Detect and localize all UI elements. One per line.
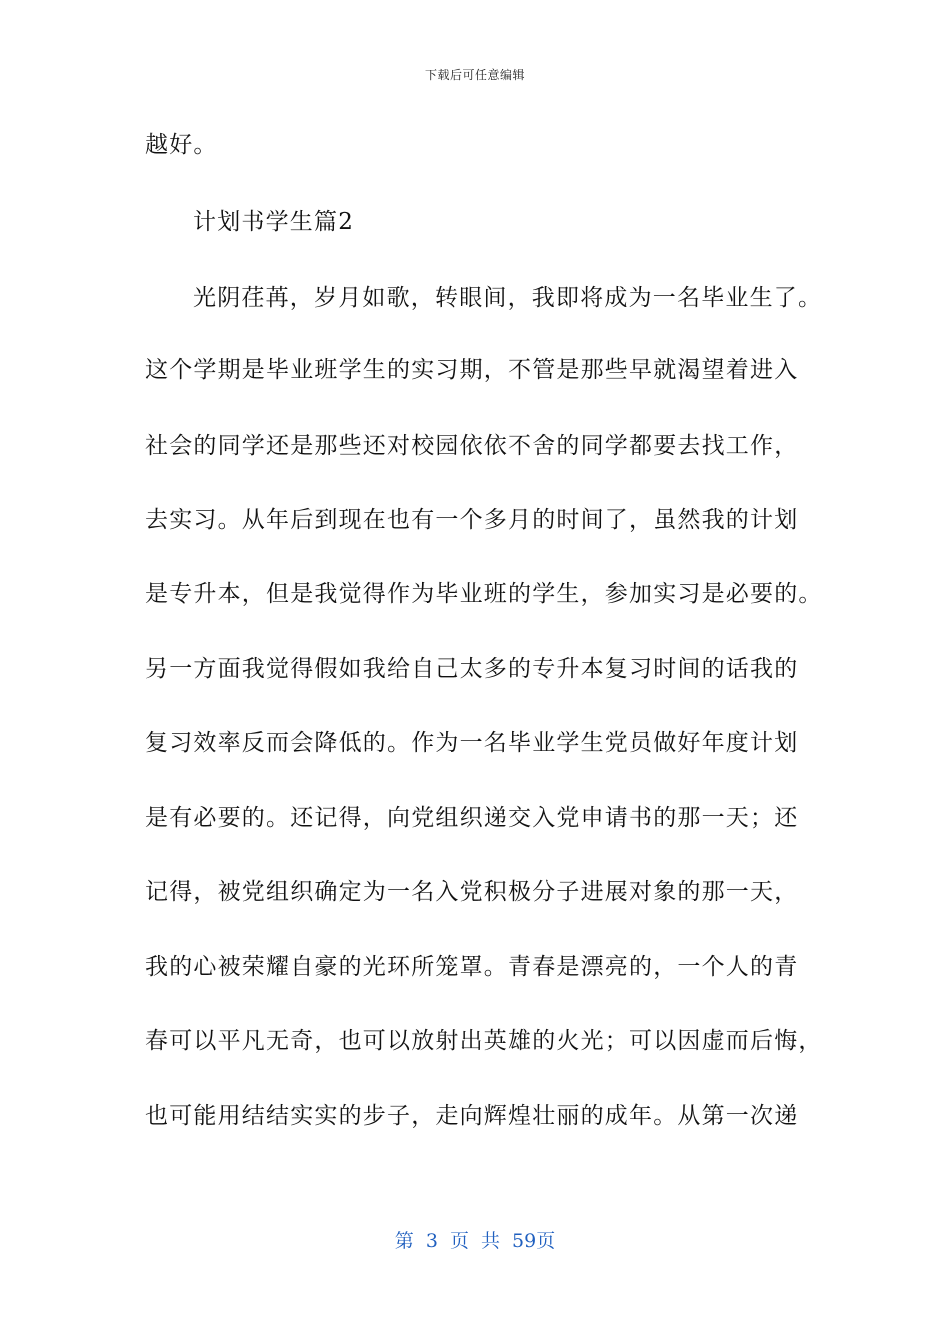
text-line: 去实习。从年后到现在也有一个多月的时间了，虽然我的计划 xyxy=(145,507,799,533)
text-line: 这个学期是毕业班学生的实习期，不管是那些早就渴望着进入 xyxy=(145,357,799,383)
text-line: 是专升本，但是我觉得作为毕业班的学生，参加实习是必要的。 xyxy=(145,581,823,607)
text-line: 另一方面我觉得假如我给自己太多的专升本复习时间的话我的 xyxy=(145,656,799,682)
text-line: 越好。 xyxy=(145,132,218,158)
text-line: 也可能用结结实实的步子，走向辉煌壮丽的成年。从第一次递 xyxy=(145,1103,799,1129)
text-line: 我的心被荣耀自豪的光环所笼罩。青春是漂亮的，一个人的青 xyxy=(145,954,799,980)
page-number: 第 3 页 共 59页 xyxy=(394,1230,556,1252)
text-line: 复习效率反而会降低的。作为一名毕业学生党员做好年度计划 xyxy=(145,730,799,756)
text-line: 社会的同学还是那些还对校园依依不舍的同学都要去找工作， xyxy=(145,433,799,459)
text-line: 光阴荏苒，岁月如歌，转眼间，我即将成为一名毕业生了。 xyxy=(193,285,823,311)
section-heading: 计划书学生篇2 xyxy=(193,209,355,235)
text-line: 春可以平凡无奇，也可以放射出英雄的火光；可以因虚而后悔， xyxy=(145,1028,823,1054)
header-note: 下载后可任意编辑 xyxy=(424,68,525,82)
text-line: 是有必要的。还记得，向党组织递交入党申请书的那一天；还 xyxy=(145,805,799,831)
text-line: 记得，被党组织确定为一名入党积极分子进展对象的那一天， xyxy=(145,879,799,905)
